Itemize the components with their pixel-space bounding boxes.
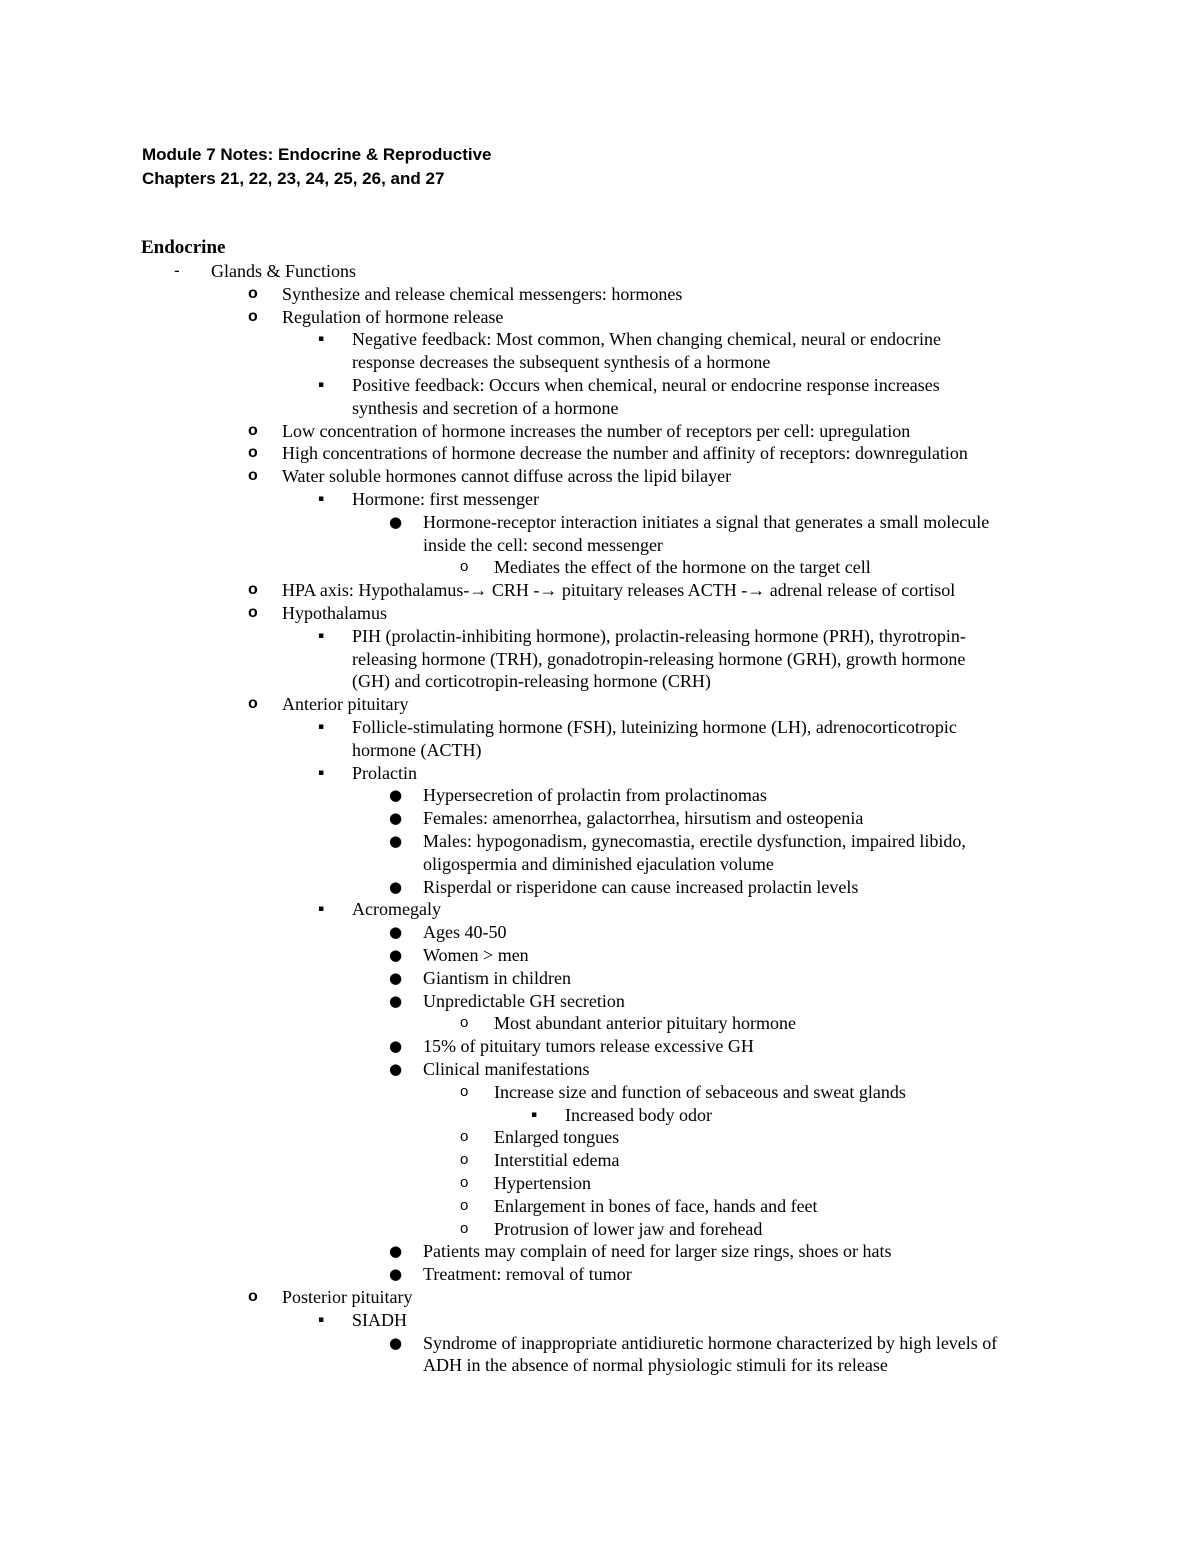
dot-bullet-icon: ● bbox=[389, 786, 403, 805]
outline-line: Increased body odor bbox=[565, 1104, 712, 1125]
hollow-bullet-icon: o bbox=[248, 421, 258, 439]
outline-line: releasing hormone (TRH), gonadotropin-releasing hormone (GRH), growth hormone bbox=[352, 648, 966, 669]
section-heading: Endocrine bbox=[141, 237, 226, 258]
outline-line: Enlarged tongues bbox=[494, 1127, 620, 1148]
outline-line: Prolactin bbox=[352, 762, 417, 783]
outline-line: Enlargement in bones of face, hands and feet bbox=[494, 1195, 818, 1216]
dot-bullet-icon: ● bbox=[389, 1060, 403, 1078]
dot-bullet-icon: ● bbox=[389, 1037, 403, 1056]
hollow-bullet-icon: o bbox=[248, 1288, 258, 1305]
hollow-bullet-icon: o bbox=[460, 1196, 469, 1214]
square-bullet-icon: ▪ bbox=[318, 630, 325, 641]
outline-line: Women > men bbox=[423, 945, 529, 965]
square-bullet-icon: ▪ bbox=[318, 722, 325, 732]
document-subtitle: Chapters 21, 22, 23, 24, 25, 26, and 27 bbox=[142, 169, 445, 188]
dot-bullet-icon: ● bbox=[389, 1242, 403, 1261]
square-bullet-icon: ▪ bbox=[318, 494, 325, 504]
outline-line: Risperdal or risperidone can cause increased prolactin levels bbox=[423, 876, 859, 897]
outline-line: Interstitial edema bbox=[494, 1150, 620, 1171]
square-bullet-icon: ▪ bbox=[318, 767, 325, 778]
outline-line: 15% of pituitary tumors release excessive GH bbox=[423, 1036, 754, 1057]
hollow-bullet-icon: o bbox=[248, 695, 258, 713]
outline-line: Syndrome of inappropriate antidiuretic hormone characterized by high levels of bbox=[423, 1332, 998, 1353]
outline-line: Glands & Functions bbox=[211, 261, 357, 281]
outline-line: High concentrations of hormone decrease the number and affinity of receptors: downregulation bbox=[282, 443, 968, 464]
dot-bullet-icon: ● bbox=[389, 809, 403, 828]
hollow-bullet-icon: o bbox=[460, 1151, 469, 1169]
square-bullet-icon: ▪ bbox=[318, 334, 325, 345]
dot-bullet-icon: ● bbox=[389, 1333, 403, 1352]
outline-line: Patients may complain of need for larger size rings, shoes or hats bbox=[423, 1241, 892, 1262]
dot-bullet-icon: ● bbox=[389, 991, 403, 1010]
dot-bullet-icon: ● bbox=[389, 946, 403, 964]
hollow-bullet-icon: o bbox=[460, 1219, 469, 1237]
dot-bullet-icon: ● bbox=[389, 1265, 403, 1284]
hollow-bullet-icon: o bbox=[248, 467, 258, 485]
outline-line: Hormone-receptor interaction initiates a signal that generates a small molecule bbox=[423, 511, 990, 532]
outline-line: Males: hypogonadism, gynecomastia, erectile dysfunction, impaired libido, bbox=[423, 831, 966, 851]
outline-line: Females: amenorrhea, galactorrhea, hirsutism and osteopenia bbox=[423, 808, 864, 829]
outline-line: Most abundant anterior pituitary hormone bbox=[494, 1013, 796, 1034]
outline-line: Acromegaly bbox=[352, 899, 441, 920]
hollow-bullet-icon: o bbox=[248, 581, 258, 599]
square-bullet-icon: ▪ bbox=[318, 1314, 325, 1325]
outline-line: Negative feedback: Most common, When changing chemical, neural or endocrine bbox=[352, 329, 941, 350]
outline-line: Posterior pituitary bbox=[282, 1287, 413, 1307]
hollow-bullet-icon: o bbox=[460, 1128, 469, 1146]
outline-line: Increase size and function of sebaceous and sweat glands bbox=[494, 1081, 906, 1102]
outline-line: Hypersecretion of prolactin from prolactinomas bbox=[423, 785, 767, 806]
hollow-bullet-icon: o bbox=[248, 444, 258, 462]
outline-line: (GH) and corticotropin-releasing hormone (CRH) bbox=[352, 671, 711, 692]
outline-line: Mediates the effect of the hormone on the target cell bbox=[494, 557, 871, 578]
dot-bullet-icon: ● bbox=[389, 512, 403, 531]
hollow-bullet-icon: o bbox=[248, 307, 258, 325]
outline-line: Treatment: removal of tumor bbox=[423, 1264, 632, 1285]
square-bullet-icon: ▪ bbox=[318, 380, 325, 390]
outline-line: Positive feedback: Occurs when chemical, neural or endocrine response increases bbox=[352, 375, 940, 395]
outline-line: Protrusion of lower jaw and forehead bbox=[494, 1218, 763, 1239]
document-title: Module 7 Notes: Endocrine & Reproductive bbox=[142, 145, 492, 164]
outline-line: Low concentration of hormone increases the number of receptors per cell: upregulation bbox=[282, 420, 911, 441]
hollow-bullet-icon: o bbox=[460, 1014, 469, 1032]
hollow-bullet-icon: o bbox=[460, 558, 469, 576]
outline-line: response decreases the subsequent synthesis of a hormone bbox=[352, 352, 771, 373]
outline-line: Anterior pituitary bbox=[282, 694, 409, 715]
square-bullet-icon: ▪ bbox=[531, 1109, 538, 1120]
dot-bullet-icon: ● bbox=[389, 923, 403, 942]
hollow-bullet-icon: o bbox=[460, 1174, 469, 1191]
outline-line: Regulation of hormone release bbox=[282, 306, 504, 327]
outline-line: Clinical manifestations bbox=[423, 1059, 590, 1079]
square-bullet-icon: ▪ bbox=[318, 904, 325, 915]
outline-line: Follicle-stimulating hormone (FSH), luteinizing hormone (LH), adrenocorticotropic bbox=[352, 717, 957, 737]
outline-line: inside the cell: second messenger bbox=[423, 534, 663, 555]
outline-line: Hormone: first messenger bbox=[352, 489, 539, 509]
outline-line: Hypertension bbox=[494, 1173, 591, 1193]
outline-line: hormone (ACTH) bbox=[352, 739, 482, 760]
outline-line: Hypothalamus bbox=[282, 603, 387, 623]
outline-line: Water soluble hormones cannot diffuse across the lipid bilayer bbox=[282, 466, 732, 487]
outline-line: PIH (prolactin-inhibiting hormone), prolactin-releasing hormone (PRH), thyrotropin- bbox=[352, 625, 966, 646]
outline-line: oligospermia and diminished ejaculation volume bbox=[423, 853, 774, 874]
outline-line: synthesis and secretion of a hormone bbox=[352, 397, 619, 418]
outline-line: SIADH bbox=[352, 1309, 408, 1330]
hollow-bullet-icon: o bbox=[460, 1082, 469, 1100]
outline-line: HPA axis: Hypothalamus-→ CRH -→ pituitary releases ACTH -→ adrenal release of cortisol bbox=[282, 580, 956, 601]
dot-bullet-icon: ● bbox=[389, 877, 403, 896]
outline-line: Unpredictable GH secretion bbox=[423, 990, 625, 1011]
hollow-bullet-icon: o bbox=[248, 604, 258, 621]
outline-line: Ages 40-50 bbox=[423, 922, 507, 943]
dot-bullet-icon: ● bbox=[389, 832, 403, 850]
hollow-bullet-icon: o bbox=[248, 284, 258, 302]
outline-line: Giantism in children bbox=[423, 967, 571, 988]
dot-bullet-icon: ● bbox=[389, 968, 403, 987]
outline-line: ADH in the absence of normal physiologic stimuli for its release bbox=[423, 1355, 888, 1376]
outline-line: Synthesize and release chemical messengers: hormones bbox=[282, 283, 683, 304]
dash-bullet-icon: - bbox=[174, 261, 180, 280]
